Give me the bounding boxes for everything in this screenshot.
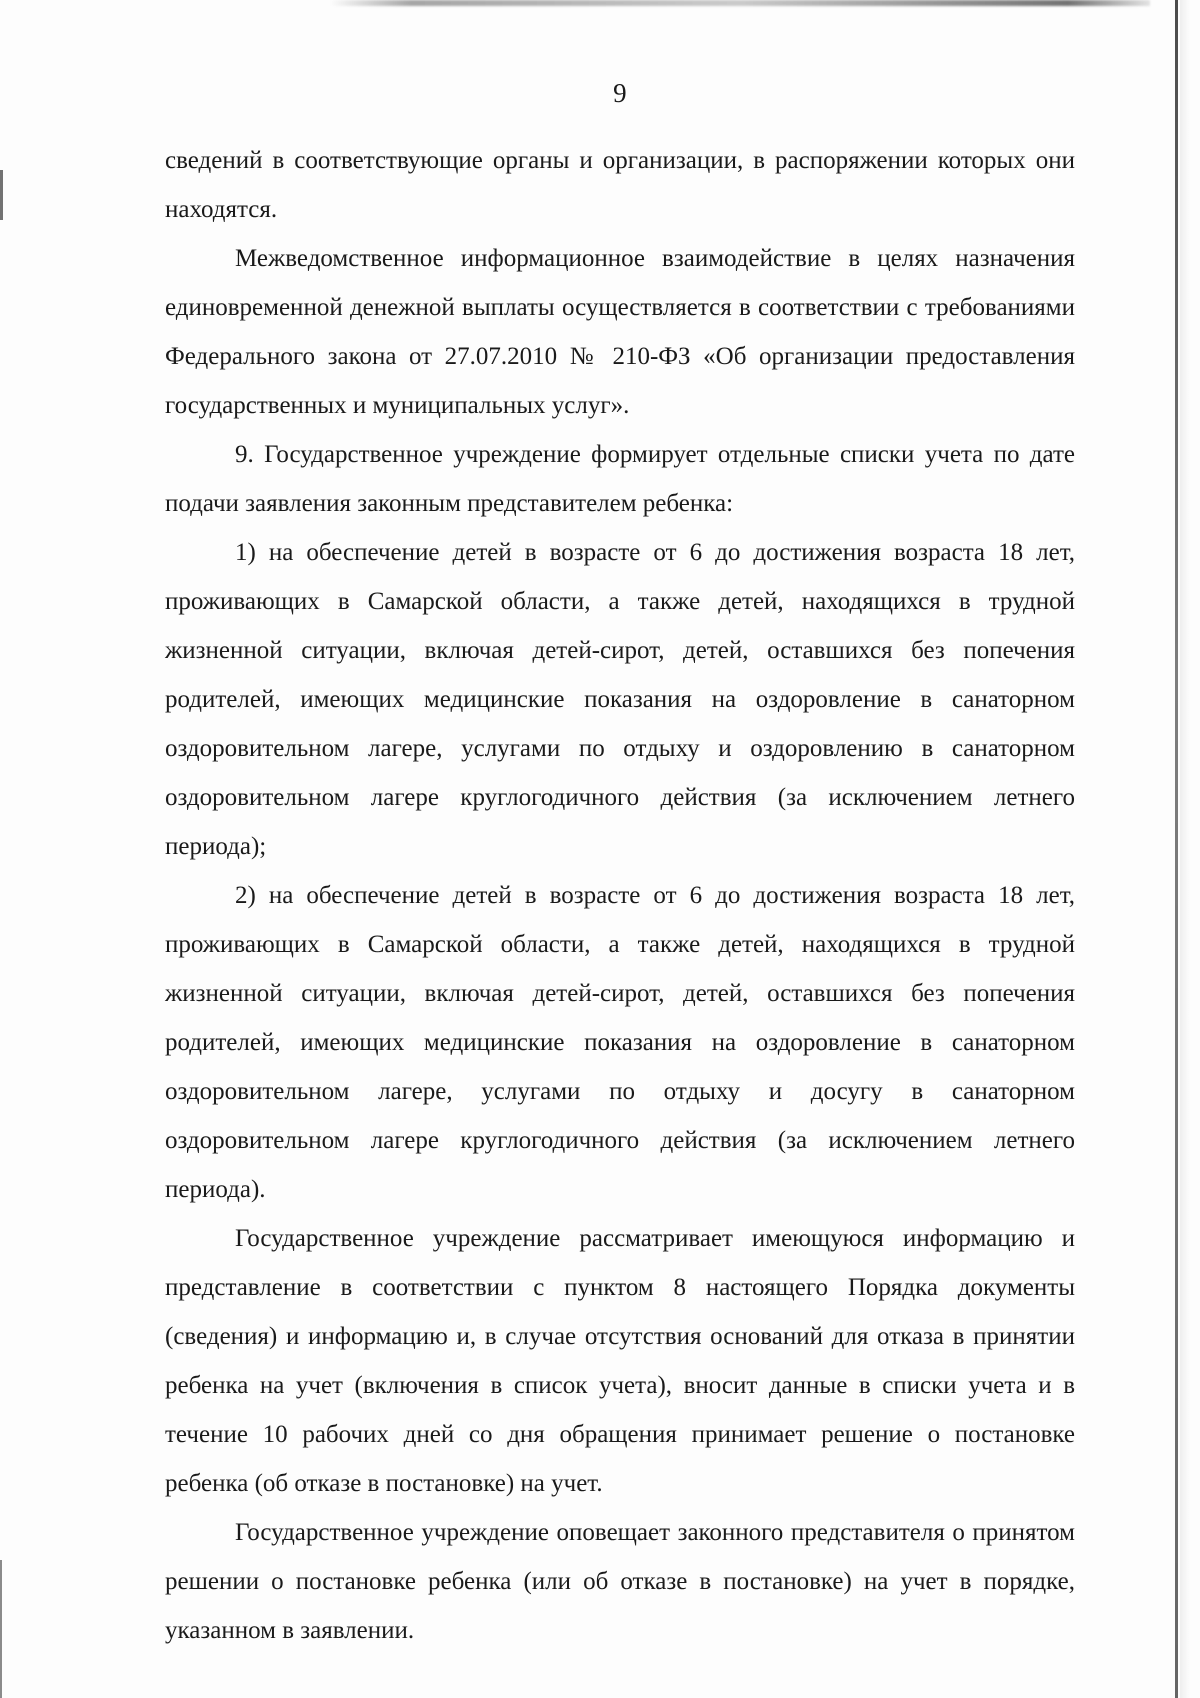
scan-artifact-top [330,0,1150,6]
paragraph-item-9: 9. Государственное учреждение формирует отдельные списки учета по дате подачи заявления законным представителем ребенка: [165,441,1075,517]
paragraph-review: Государственное учреждение рассматривает имеющуюся информацию и представление в соответствии с пунктом 8 настоящего Порядка документы (сведения) и информацию и, в случае отсутствия оснований для отказа в принятии ребенка на учет (включения в список учета), вносит данные в списки учета и в течение 10 рабочих дней со дня обращения принимает решение о постановке ребенка (об отказе в постановке) на учет. [165,1225,1075,1497]
scan-artifact-right-edge [1175,0,1178,1698]
page-number: 9 [613,78,627,108]
scan-artifact-left-mark-bottom [0,1560,2,1698]
paragraph-interagency: Межведомственное информационное взаимодействие в целях назначения единовременной денежной выплаты осуществляется в соответствии с требованиями Федерального закона от 27.07.2010 № 210-ФЗ «Об организации предоставления государственных и муниципальных услуг». [165,245,1075,419]
scan-artifact-left-mark [0,170,3,220]
scan-artifact-right-shadow [1180,0,1190,1698]
paragraph-continuation: сведений в соответствующие органы и организации, в распоряжении которых они находятся. [165,147,1075,223]
paragraph-notification: Государственное учреждение оповещает законного представителя о принятом решении о постановке ребенка (или об отказе в постановке) на учет в порядке, указанном в заявлении. [165,1519,1075,1644]
document-body [165,136,1075,1655]
list-item-2: 2) на обеспечение детей в возрасте от 6 до достижения возраста 18 лет, проживающих в Самарской области, а также детей, находящихся в трудной жизненной ситуации, включая детей-сирот, детей, оставшихся без попечения родителей, имеющих медицинские показания на оздоровление в санаторном оздоровительном лагере, услугами по отдыху и досугу в санаторном оздоровительном лагере круглогодичного действия (за исключением летнего периода). [165,882,1075,1203]
list-item-1: 1) на обеспечение детей в возрасте от 6 до достижения возраста 18 лет, проживающих в Самарской области, а также детей, находящихся в трудной жизненной ситуации, включая детей-сирот, детей, оставшихся без попечения родителей, имеющих медицинские показания на оздоровление в санаторном оздоровительном лагере, услугами по отдыху и оздоровлению в санаторном оздоровительном лагере круглогодичного действия (за исключением летнего периода); [165,539,1075,860]
